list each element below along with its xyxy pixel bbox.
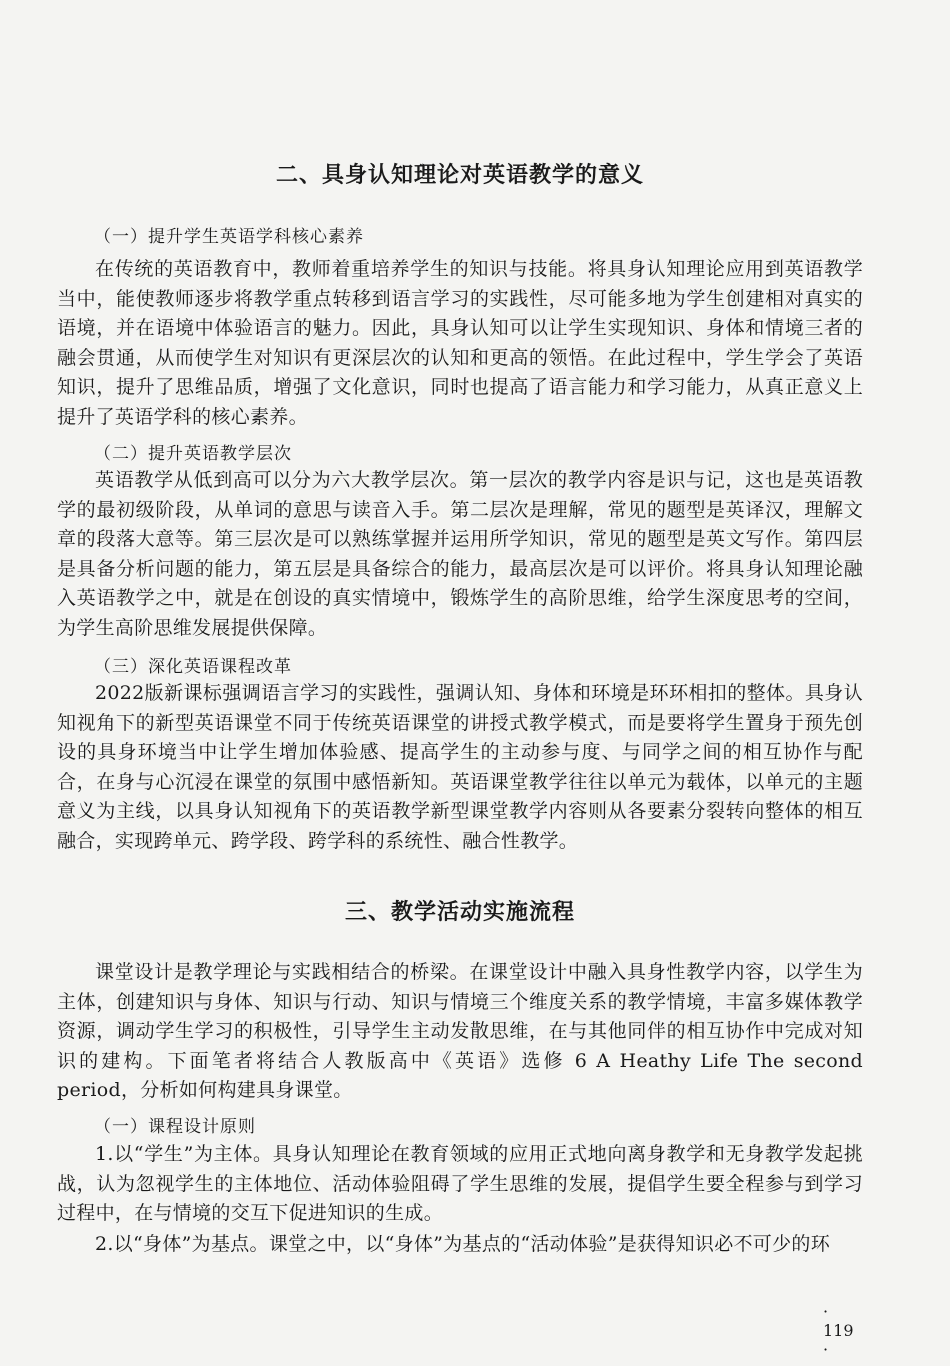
subsection-title-2: （二）提升英语教学层次 [94,444,292,464]
page [57,0,863,1366]
subsection-title-1: （一）提升学生英语学科核心素养 [94,227,364,247]
paragraph-teaching-levels: 英语教学从低到高可以分为六大教学层次。第一层次的教学内容是识与记，这也是英语教学的最初级阶段，从单词的意思与读音入手。第二层次是理解，常见的题型是英译汉，理解文章的段落大意等。第三层次是可以熟练掌握并运用所学知识，常见的题型是英文写作。第四层是具备分析问题的能力，第五层是具备综合的能力，最高层次是可以评价。将具身认知理论融入英语教学之中，就是在创设的真实情境中，锻炼学生的高阶思维，给学生深度思考的空间，为学生高阶思维发展提供保障。 [57,469,863,639]
subsection-title-3: （三）深化英语课程改革 [94,657,292,677]
paragraph-curriculum-reform: 2022版新课标强调语言学习的实践性，强调认知、身体和环境是环环相扣的整体。具身认知视角下的新型英语课堂不同于传统英语课堂的讲授式教学模式，而是要将学生置身于预先创设的具身环境当中让学生增加体验感、提高学生的主动参与度、与同学之间的相互协作与配合，在身与心沉浸在课堂的氛围中感悟新知。英语课堂教学往往以单元为载体，以单元的主题意义为主线，以具身认知视角下的英语教学新型课堂教学内容则从各要素分裂转向整体的相互融合，实现跨单元、跨学段、跨学科的系统性、融合性教学。 [57,682,863,852]
subsection-title-design-principles: （一）课程设计原则 [94,1117,256,1137]
section-heading-two: 二、具身认知理论对英语教学的意义 [275,163,644,188]
page-number: · 119 · [823,1302,854,1359]
list-item-student-centered: 1.以“学生”为主体。具身认知理论在教育领域的应用正式地向离身教学和无身教学发起挑战，认为忽视学生的主体地位、活动体验阻碍了学生思维的发展，提倡学生要全程参与到学习过程中，在与情境的交互下促进知识的生成。 [57,1143,863,1224]
section-heading-three: 三、教学活动实施流程 [344,900,575,925]
paragraph-core-literacy: 在传统的英语教育中，教师着重培养学生的知识与技能。将具身认知理论应用到英语教学当中，能使教师逐步将教学重点转移到语言学习的实践性，尽可能多地为学生创建相对真实的语境，并在语境中体验语言的魅力。因此，具身认知可以让学生实现知识、身体和情境三者的融会贯通，从而使学生对知识有更深层次的认知和更高的领悟。在此过程中，学生学会了英语知识，提升了思维品质，增强了文化意识，同时也提高了语言能力和学习能力，从真正意义上提升了英语学科的核心素养。 [57,258,863,428]
list-item-body-based: 2.以“身体”为基点。课堂之中，以“身体”为基点的“活动体验”是获得知识必不可少的环 [95,1233,831,1255]
paragraph-class-design: 课堂设计是教学理论与实践相结合的桥梁。在课堂设计中融入具身性教学内容，以学生为主体，创建知识与身体、知识与行动、知识与情境三个维度关系的教学情境，丰富多媒体教学资源，调动学生学习的积极性，引导学生主动发散思维，在与其他同伴的相互协作中完成对知识的建构。下面笔者将结合人教版高中《英语》选修 6 A Heathy Life The second period，分析如何构建具身课堂。 [57,961,863,1101]
